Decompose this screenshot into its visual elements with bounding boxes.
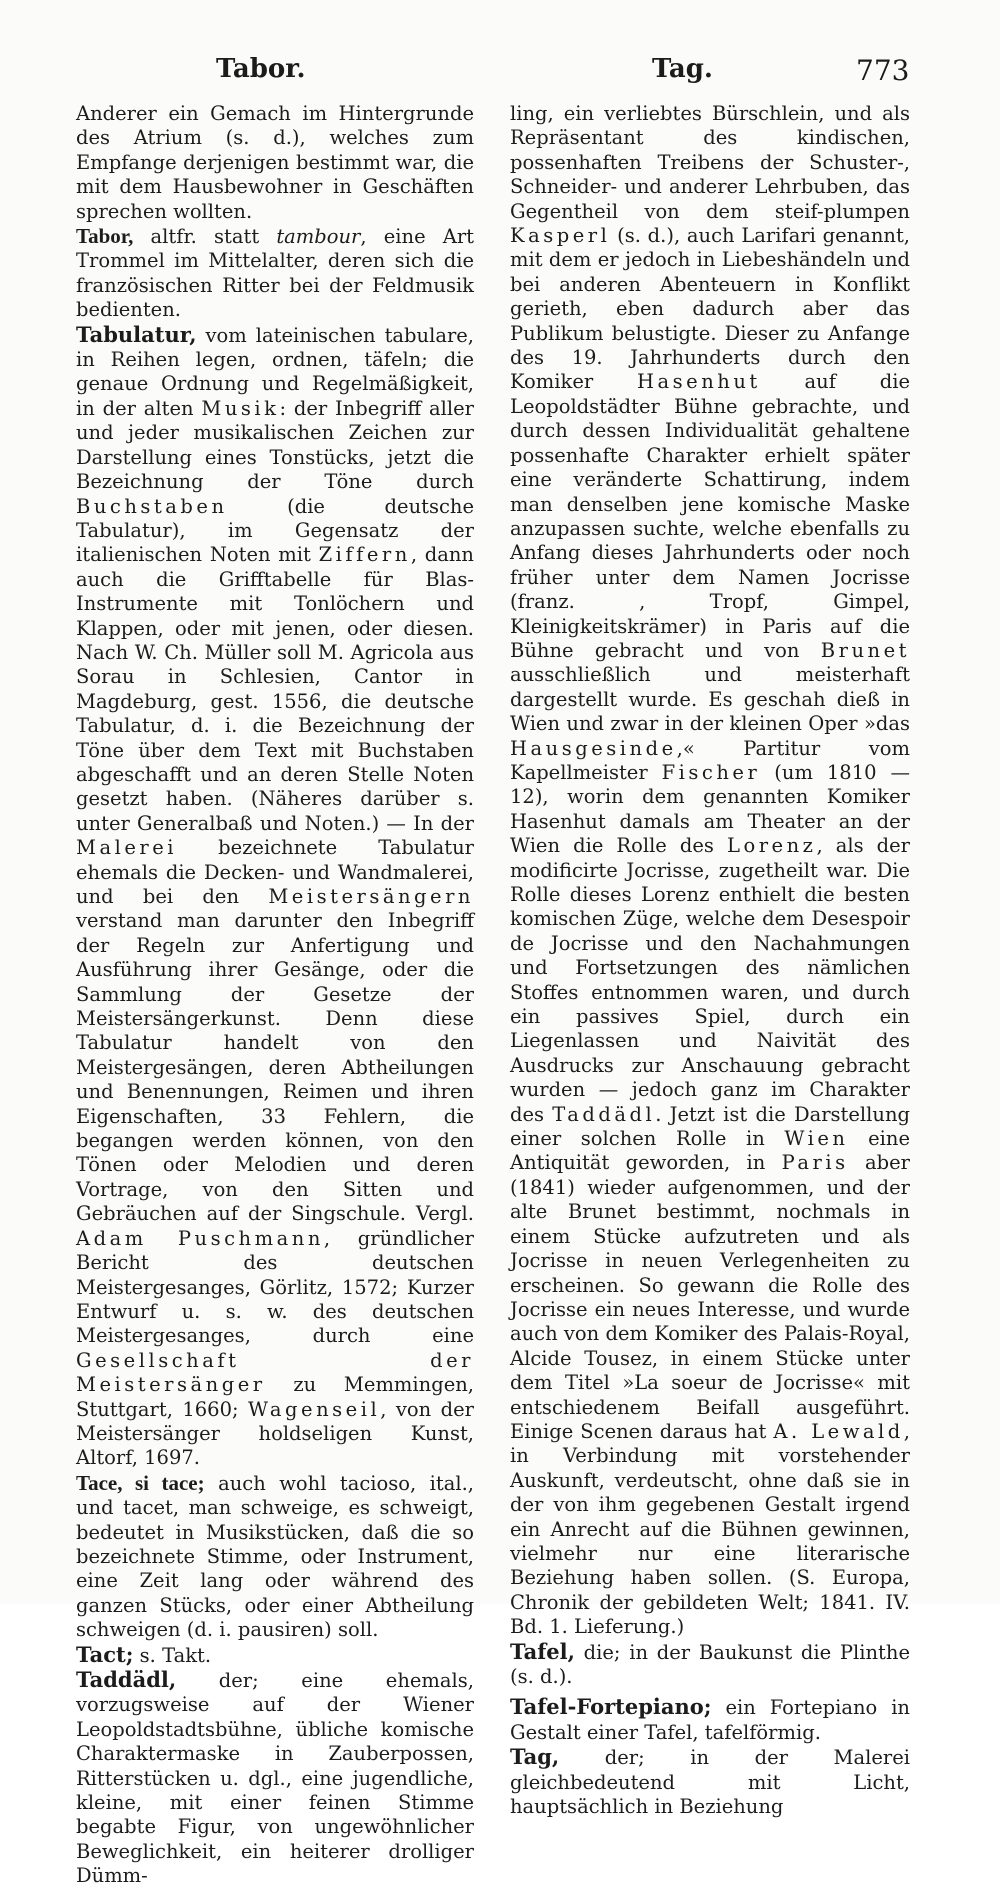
header-center-word: Tag.: [652, 54, 713, 84]
entry-tace: Tace, si tace; auch wohl tacioso, ital., und tacet, man schweige, es schweigt, bedeutet in Musikstücken, daß die so bezeichnete Stimme, oder Instrument, eine Zeit lang oder während des ganzen Stücks, oder einer Abtheilung schweigen (d. i. pausiren) soll.: [76, 1470, 475, 1642]
entry-tafel: Tafel, die; in der Baukunst die Plinthe (s. d.).: [510, 1638, 910, 1688]
entry-tag: Tag, der; in der Malerei gleichbedeutend mit Licht, hauptsächlich in Beziehung: [510, 1744, 910, 1819]
headword-tafel-fortepiano: Tafel-Fortepiano;: [510, 1694, 712, 1720]
headword-tact: Tact;: [76, 1641, 134, 1667]
headword-tabulatur: Tabulatur,: [76, 321, 197, 347]
right-column: [510, 102, 910, 1819]
entry-atrium-continuation: Anderer ein Gemach im Hintergrunde des Atrium (s. d.), welches zum Empfange derjenigen bestimmt war, die mit dem Hausbewohner in Geschäften sprechen wollten.: [76, 102, 474, 223]
running-head: [0, 54, 1000, 94]
entry-tabor: Tabor, altfr. statt tambour, eine Art Trommel im Mittelalter, deren sich die französischen Ritter bei der Feldmusik bedienten.: [76, 224, 474, 322]
headword-tafel: Tafel,: [510, 1638, 575, 1664]
entry-taddaedl-continuation: ling, ein verliebtes Bürschlein, und als Repräsentant des kindischen, possenhaften Treibens der Schuster-, Schneider- und anderer Lehrbuben, das Gegentheil von dem steif-plumpen Kasperl (s. d.), auch Larifari genannt, mit dem er jedoch in Liebeshändeln und bei anderen Abenteuern in Konflikt gerieth, eben dadurch aber das Publikum belustigte. Dieser zu Anfange des 19. Jahrhunderts durch den Komiker Hasenhut auf die Leopoldstädter Bühne gebrachte, und durch dessen Individualität gehaltene possenhafte Charakter erhielt später eine veränderte Schattirung, indem man denselben jene komische Maske anzupassen suchte, welche ebenfalls zu Anfang dieses Jahrhunderts oder noch früher unter dem Namen Jocrisse (franz. , Tropf, Gimpel, Kleinigkeitskrämer) in Paris auf die Bühne gebracht und von Brunet ausschließlich und meisterhaft dargestellt wurde. Es geschah dieß in Wien und zwar in der kleinen Oper »das Hausgesinde,« Partitur vom Kapellmeister Fischer (um 1810 — 12), worin dem genannten Komiker Hasenhut damals am Theater an der Wien die Rolle des Lorenz, als der modificirte Jocrisse, zugetheilt war. Die Rolle dieses Lorenz enthielt die besten komischen Züge, welche dem Desespoir de Jocrisse und den Nachahmungen und Fortsetzungen des nämlichen Stoffes entnommen waren, und durch ein passives Spiel, durch ein Liegenlassen und Naivität des Ausdrucks zur Anschauung gebracht wurden — jedoch ganz im Charakter des Taddädl. Jetzt ist die Darstellung einer solchen Rolle in Wien eine Antiquität geworden, in Paris aber (1841) wieder aufgenommen, und der alte Brunet bestimmt, nochmals in einem Stücke aufzutreten und als Jocrisse in neuen Verlegenheiten zu erscheinen. So gewann die Rolle des Jocrisse ein neues Interesse, und wurde auch von dem Komiker des Palais-Royal, Alcide Tousez, in einem Stücke unter dem Titel »La soeur de Jocrisse« mit entschiedenem Beifall ausgeführt. Einige Scenen daraus hat A. Lewald, in Verbindung mit vorstehender Auskunft, verdeutscht, ohne daß sie in der von ihm gegebenen Gestalt irgend ein Anrecht auf die Bühnen gewinnen, vielmehr nur eine literarische Beziehung haben sollen. (S. Europa, Chronik der gebildeten Welt; 1841. IV. Bd. 1. Lieferung.): [510, 102, 911, 1639]
headword-tag: Tag,: [510, 1744, 560, 1770]
headword-tace: Tace, si tace;: [76, 1470, 205, 1495]
page-number: 773: [856, 54, 910, 87]
headword-taddaedl: Taddädl,: [76, 1667, 177, 1692]
entry-tafel-fortepiano: Tafel-Fortepiano; ein Fortepiano in Gestalt einer Tafel, tafelförmig.: [510, 1694, 910, 1744]
left-column: [76, 102, 474, 1889]
entry-tabulatur: Tabulatur, vom lateinischen tabulare, in Reihen legen, ordnen, täfeln; die genaue Ordnung und Regelmäßigkeit, in der alten Musik: der Inbegriff aller und jeder musikalischen Zeichen zur Darstellung eines Tonstücks, jetzt die Bezeichnung der Töne durch Buchstaben (die deutsche Tabulatur), im Gegensatz der italienischen Noten mit Ziffern, dann auch die Grifftabelle für Blas-Instrumente mit Tonlöchern und Klappen, oder mit jenen, oder diesen. Nach W. Ch. Müller soll M. Agricola aus Sorau in Schlesien, Cantor in Magdeburg, gest. 1556, die deutsche Tabulatur, d. i. die Bezeichnung der Töne über dem Text mit Buchstaben abgeschafft und an deren Stelle Noten gesetzt haben. (Näheres darüber s. unter Generalbaß und Noten.) — In der Malerei bezeichnete Tabulatur ehemals die Decken- und Wandmalerei, und bei den Meistersängern verstand man darunter den Inbegriff der Regeln zur Anfertigung und Ausführung ihrer Gesänge, oder die Sammlung der Gesetze der Meistersängerkunst. Denn diese Tabulatur handelt von den Meistergesängen, deren Abtheilungen und Benennungen, Reimen und ihren Eigenschaften, 33 Fehlern, die begangen werden können, von den Tönen oder Melodien und deren Vortrage, von den Sitten und Gebräuchen auf der Singschule. Vergl. Adam Puschmann, gründlicher Bericht des deutschen Meistergesanges, Görlitz, 1572; Kurzer Entwurf u. s. w. des deutschen Meistergesanges, durch eine Gesellschaft der Meistersänger zu Memmingen, Stuttgart, 1660; Wagenseil, von der Meistersänger holdseligen Kunst, Altorf, 1697.: [76, 321, 474, 1470]
entry-taddaedl: Taddädl, der; eine ehemals, vorzugsweise auf der Wiener Leopoldstadtsbühne, übliche komische Charaktermaske in Zauberpossen, Ritterstücken u. dgl., eine jugendliche, kleine, mit einer feinen Stimme begabte Figur, von ungewöhnlicher Beweglichkeit, ein heiterer drolliger Dümm-: [76, 1667, 474, 1888]
header-left-word: Tabor.: [216, 54, 306, 84]
headword-tabor: Tabor,: [76, 224, 134, 249]
entry-tact: Tact; s. Takt.: [76, 1641, 212, 1667]
